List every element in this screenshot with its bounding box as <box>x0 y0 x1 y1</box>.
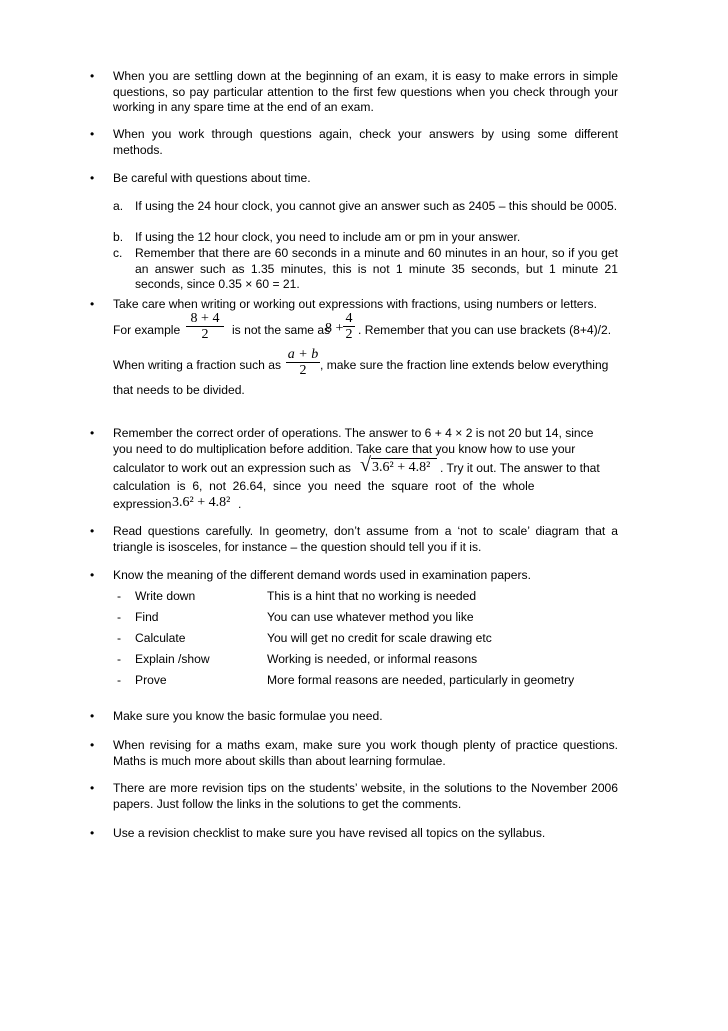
writing-prefix: When writing a fraction such as <box>113 358 282 372</box>
tip-text: When revising for a maths exam, make sure you work though plenty of practice questions. Maths is much more about skills than about learning formulae. <box>113 738 618 768</box>
demand-word: Prove <box>135 673 167 687</box>
dash: - <box>117 589 122 603</box>
square-root-icon: √ <box>360 454 371 476</box>
fraction-numerator: 8 + 4 <box>190 311 220 326</box>
tip-text: When you are settling down at the beginning of an exam, it is easy to make errors in simple questions, so pay particular attention to the first few questions when you check through your working in any spare time at the end of an exam. <box>113 69 618 114</box>
writing-suffix: , make sure the fraction line extends below everything <box>320 358 609 372</box>
fraction-denominator: 2 <box>345 327 353 342</box>
text-line: calculator to work out an expression such as <box>113 461 351 475</box>
fraction-numerator: a + b <box>287 347 319 362</box>
tip-text: Know the meaning of the different demand words used in examination papers. <box>113 568 531 582</box>
list-text: If using the 24 hour clock, you cannot give an answer such as 2405 – this should be 0005. <box>135 199 618 213</box>
demand-word: Explain /show <box>135 652 210 666</box>
bullet-icon: • <box>90 709 95 723</box>
root-expression: 3.6² + 4.8² <box>372 460 431 475</box>
fraction-a-plus-b-over-2 <box>286 347 320 378</box>
dash: - <box>117 652 122 666</box>
bullet-icon: • <box>90 524 95 538</box>
text-line: Remember the correct order of operations. The answer to 6 + 4 × 2 is not 20 but 14, since <box>113 426 594 440</box>
fraction-4-over-2 <box>343 311 355 342</box>
dash: - <box>117 610 122 624</box>
bullet-icon: • <box>90 426 95 440</box>
demand-meaning: You can use whatever method you like <box>267 610 474 624</box>
bullet-icon: • <box>90 568 95 582</box>
demand-meaning: More formal reasons are needed, particularly in geometry <box>267 673 575 687</box>
tip-text: There are more revision tips on the students’ website, in the solutions to the November 2006 papers. Just follow the links in the solutions to get the comments. <box>113 781 618 811</box>
demand-meaning: This is a hint that no working is needed <box>267 589 477 603</box>
dash: - <box>117 631 122 645</box>
list-label: b. <box>113 230 124 244</box>
bullet-icon: • <box>90 69 95 83</box>
bullet-icon: • <box>90 127 95 141</box>
fraction-8-plus-4-over-2 <box>186 311 224 342</box>
list-text: If using the 12 hour clock, you need to include am or pm in your answer. <box>135 230 521 244</box>
text-line: you need to do multiplication before addition. Take care that you know how to use your <box>113 442 576 456</box>
writing-end: that needs to be divided. <box>113 383 245 397</box>
fraction-denominator: 2 <box>299 363 307 378</box>
whole-expression: 3.6² + 4.8² <box>172 495 231 510</box>
text-line: calculation is 6, not 26.64, since you need the square root of the whole <box>113 479 535 493</box>
demand-word: Calculate <box>135 631 186 645</box>
list-label: a. <box>113 199 124 213</box>
demand-meaning: You will get no credit for scale drawing etc <box>267 631 492 645</box>
bullet-icon: • <box>90 781 95 795</box>
list-label: c. <box>113 246 123 260</box>
demand-word: Find <box>135 610 159 624</box>
tip-text: Read questions carefully. In geometry, don’t assume from a ‘not to scale’ diagram that a triangle is isosceles, for instance – the question should tell you if it is. <box>113 524 618 554</box>
tip-text: When you work through questions again, check your answers by using some different methods. <box>113 127 618 157</box>
bullet-icon: • <box>90 826 95 840</box>
demand-meaning: Working is needed, or informal reasons <box>267 652 478 666</box>
text-line: . Try it out. The answer to that <box>440 461 600 475</box>
not-same-text: is not the same as <box>232 323 331 337</box>
tip-text: Be careful with questions about time. <box>113 171 311 185</box>
fraction-denominator: 2 <box>201 327 209 342</box>
tip-text: Take care when writing or working out expressions with fractions, using numbers or letters. <box>113 297 597 311</box>
brackets-hint: . Remember that you can use brackets (8+4)/2. <box>358 323 612 337</box>
demand-word: Write down <box>135 589 196 603</box>
eight-plus: 8 + <box>325 321 344 336</box>
example-prefix: For example <box>113 323 181 337</box>
bullet-icon: • <box>90 171 95 185</box>
bullet-icon: • <box>90 738 95 752</box>
tip-text: Use a revision checklist to make sure you have revised all topics on the syllabus. <box>113 826 546 840</box>
fraction-numerator: 4 <box>345 311 353 326</box>
list-text: Remember that there are 60 seconds in a minute and 60 minutes in an hour, so if you get an answer such as 1.35 minutes, this is not 1 minute 35 seconds, but 1 minute 21 seconds, since 0.35 × 60 = 21. <box>135 246 618 291</box>
tip-text: Make sure you know the basic formulae you need. <box>113 709 383 723</box>
dash: - <box>117 673 122 687</box>
text-line: . <box>238 497 242 511</box>
bullet-icon: • <box>90 297 95 311</box>
text-line: expression <box>113 497 172 511</box>
